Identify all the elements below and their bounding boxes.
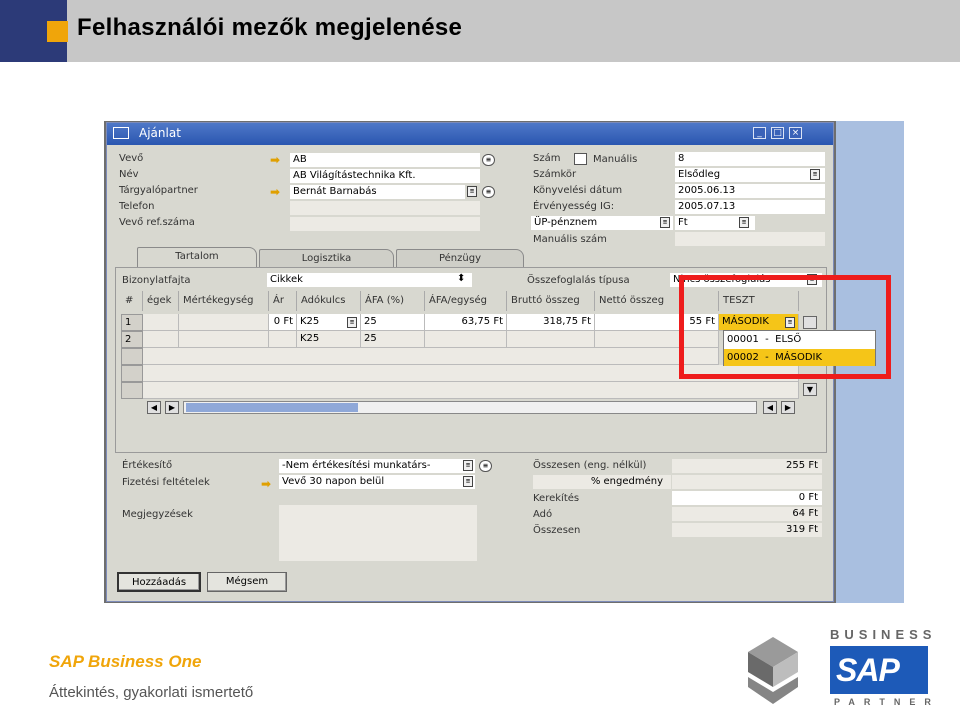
total-label: Összesen [533,525,581,536]
valid-until-label: Érvényesség IG: [533,201,615,212]
list-icon[interactable]: ≡ [482,154,495,166]
phone-field[interactable] [290,201,480,215]
name-label: Név [119,169,139,180]
currency-label: ÜP-pénznem [531,216,673,230]
col-header-uom[interactable]: Mértékegység [179,291,269,311]
phone-label: Telefon [119,201,155,212]
col-header-net[interactable]: Nettó összeg [595,291,681,311]
customer-field[interactable]: AB [290,153,480,167]
manual-number-field[interactable] [675,232,825,246]
row-number[interactable] [121,348,143,365]
series-field[interactable]: Elsődleg [675,168,825,182]
tab-finance[interactable]: Pénzügy [396,249,524,267]
contact-label: Tárgyalópartner [119,185,198,196]
table-row[interactable] [143,348,719,365]
vat-unit-cell[interactable]: 63,75 Ft [425,314,507,331]
scroll-down-icon[interactable]: ▼ [803,383,817,396]
row-number[interactable] [121,365,143,382]
taxcode-cell[interactable]: K25 [297,331,361,348]
partner-emblem-icon [738,632,808,708]
col-header-num[interactable]: # [121,291,143,311]
total-before-discount-label: Összesen (eng. nélkül) [533,460,647,471]
product-subtitle: Áttekintés, gyakorlati ismertető [49,684,254,701]
dropdown-icon[interactable]: ≡ [785,317,795,328]
vat-pct-cell[interactable]: 25 [361,314,425,331]
payment-terms-label: Fizetési feltételek [122,477,210,488]
remarks-label: Megjegyzések [122,509,193,520]
doc-type-select[interactable]: Cikkek [267,273,472,287]
customer-ref-field[interactable] [290,217,480,231]
dropdown-icon[interactable]: ≡ [810,169,820,180]
name-field[interactable]: AB Világítástechnika Kft. [290,169,480,183]
number-field[interactable]: 8 [675,152,825,166]
dropdown-icon[interactable]: ≡ [347,317,357,328]
document-icon[interactable]: ≡ [467,186,477,197]
valid-until-field[interactable]: 2005.07.13 [675,200,825,214]
discount-pct-field[interactable] [672,475,822,489]
link-arrow-icon[interactable]: ➡ [270,185,281,199]
taxcode-cell[interactable]: K25 [297,314,361,331]
vat-pct-cell[interactable]: 25 [361,331,425,348]
manual-checkbox[interactable] [574,153,587,165]
dropdown-icon[interactable]: ≡ [463,460,473,471]
payment-terms-select[interactable]: Vevő 30 napon belül [279,475,475,489]
scroll-left-icon[interactable]: ◀ [147,401,161,414]
vat-unit-cell[interactable] [425,331,507,348]
dropdown-icon[interactable]: ≡ [660,217,670,228]
salesperson-select[interactable]: -Nem értékesítési munkatárs- [279,459,475,473]
series-label: Számkör [533,169,577,180]
form-icon [113,127,129,139]
link-arrow-icon[interactable]: ➡ [261,477,272,491]
dropdown-icon[interactable]: ≡ [807,274,817,285]
table-cell[interactable] [143,314,179,331]
horizontal-scrollbar[interactable] [183,401,757,414]
cancel-button[interactable]: Mégsem [207,572,287,592]
gross-cell[interactable]: 318,75 Ft [507,314,595,331]
scroll-left-icon[interactable]: ◀ [763,401,777,414]
col-header-vat-unit[interactable]: ÁFA/egység [425,291,507,311]
contact-field[interactable]: Bernát Barnabás [290,185,465,199]
col-header-teszt[interactable]: TESZT [719,291,799,311]
dropdown-option-selected[interactable]: 00002 - MÁSODIK [724,349,875,366]
table-row[interactable] [143,382,799,399]
maximize-button[interactable]: □ [771,127,784,139]
rounding-value[interactable]: 0 Ft [672,491,822,505]
window-titlebar[interactable] [107,123,833,145]
header-square-icon [47,21,68,42]
list-icon[interactable]: ≡ [482,186,495,198]
dropdown-option[interactable]: 00001 - ELSŐ [727,334,802,345]
salesperson-label: Értékesítő [122,460,173,471]
row-number[interactable]: 2 [121,331,143,348]
customer-ref-label: Vevő ref.száma [119,217,195,228]
list-icon[interactable]: ≡ [479,460,492,472]
total-before-discount-value: 255 Ft [672,459,822,473]
table-cell[interactable] [179,314,269,331]
table-cell[interactable] [179,331,269,348]
add-button[interactable]: Hozzáadás [117,572,201,592]
rounding-label: Kerekítés [533,493,580,504]
posting-date-field[interactable]: 2005.06.13 [675,184,825,198]
total-value: 319 Ft [672,523,822,537]
tax-label: Adó [533,509,553,520]
partner-wordmark: PARTNER [834,697,940,707]
price-cell[interactable]: 0 Ft [269,314,297,331]
net-cell[interactable] [595,331,681,348]
posting-date-label: Könyvelési dátum [533,185,623,196]
business-wordmark: BUSINESS [830,627,937,642]
slide-title: Felhasználói mezők megjelenése [77,14,463,41]
gross-cell[interactable] [507,331,595,348]
sap-logo [830,646,928,694]
link-arrow-icon[interactable]: ➡ [270,153,281,167]
select-arrow-icon[interactable]: ⬍ [457,273,466,284]
manual-number-label: Manuális szám [533,234,607,245]
window-title: Ajánlat [139,126,181,140]
remarks-textarea[interactable] [279,505,477,561]
summary-type-label: Összefoglalás típusa [527,275,630,286]
tab-logistics[interactable]: Logisztika [259,249,394,267]
customer-label: Vevő [119,153,144,164]
teszt-cell[interactable]: MÁSODIK [719,314,799,331]
net-cell[interactable] [595,314,681,331]
highlight-box [679,275,891,379]
tax-value: 64 Ft [672,507,822,521]
scroll-right-icon[interactable]: ▶ [781,401,795,414]
col-header-qty[interactable]: égek [143,291,179,311]
discount-pct-label: % engedmény [533,475,671,489]
product-title: SAP Business One [49,652,202,671]
col-header-vat-pct[interactable]: ÁFA (%) [361,291,425,311]
table-cell[interactable] [143,331,179,348]
col-header-taxcode[interactable]: Adókulcs [297,291,361,311]
number-label: Szám [533,153,561,164]
tab-content[interactable]: Tartalom [137,247,257,268]
dropdown-icon[interactable]: ≡ [463,476,473,487]
net2-cell[interactable]: 55 Ft [681,314,719,331]
price-cell[interactable] [269,331,297,348]
scroll-right-icon[interactable]: ▶ [165,401,179,414]
doc-type-label: Bizonylatfajta [122,275,191,286]
minimize-button[interactable]: _ [753,127,766,139]
summary-type-select[interactable]: Nincs összefoglalás [670,273,822,287]
col-header-price[interactable]: Ár [269,291,297,311]
dropdown-icon[interactable]: ≡ [739,217,749,228]
currency-field[interactable]: Ft [675,216,755,230]
row-number[interactable]: 1 [121,314,143,331]
row-number[interactable] [121,382,143,399]
sap-logo-text: SAP [836,652,899,688]
scroll-thumb[interactable] [186,403,358,412]
manual-label: Manuális [593,154,638,165]
close-button[interactable]: × [789,127,802,139]
col-header-gross[interactable]: Bruttó összeg [507,291,595,311]
